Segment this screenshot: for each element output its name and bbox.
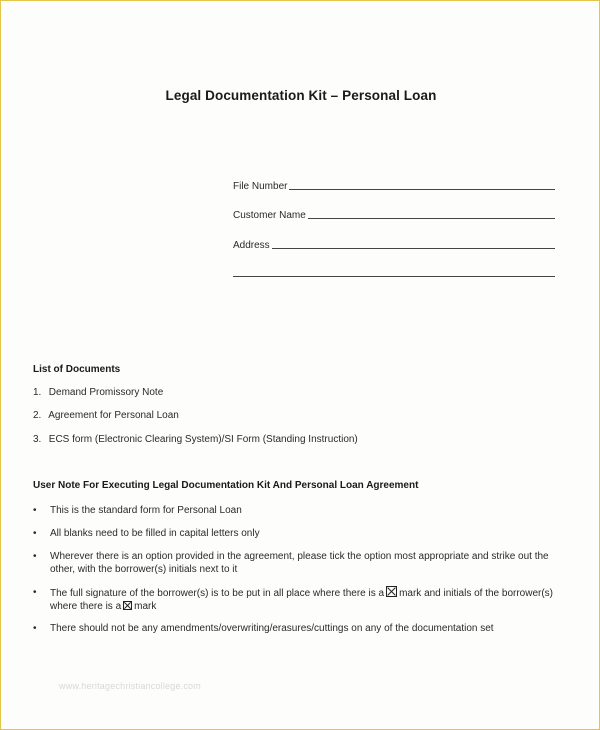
customer-name-field[interactable] (233, 210, 555, 221)
note-text-part: The full signature of the borrower(s) is to be put in all place where there is a (50, 588, 385, 599)
note-text: There should not be any amendments/overwriting/erasures/cuttings on any of the documentation set (50, 623, 494, 634)
address-line (272, 240, 555, 249)
document-item (33, 387, 163, 398)
note-item (33, 527, 568, 540)
address-field[interactable] (233, 240, 555, 251)
address-line-2[interactable] (233, 276, 555, 277)
note-text: All blanks need to be filled in capital letters only (50, 528, 260, 539)
file-number-line (289, 181, 555, 190)
note-text (50, 586, 568, 613)
crossed-box-icon (386, 586, 397, 597)
document-item-number: 3. (33, 434, 42, 445)
note-item (33, 550, 568, 576)
watermark-text: www.heritagechristiancollege.com (59, 681, 201, 691)
file-number-label: File Number (233, 181, 288, 192)
document-item-text: Agreement for Personal Loan (48, 410, 179, 421)
note-item (33, 586, 568, 613)
bullet-icon: • (33, 587, 37, 598)
list-of-documents-heading: List of Documents (33, 364, 121, 375)
note-text: This is the standard form for Personal Loan (50, 505, 242, 516)
document-item-number: 1. (33, 387, 42, 398)
customer-name-line (308, 210, 555, 219)
file-number-field[interactable] (233, 181, 555, 192)
bullet-icon: • (33, 551, 37, 562)
note-text: Wherever there is an option provided in the agreement, please tick the option most appropriate and strike out the other, with the borrower(s) initials next to it (50, 551, 549, 575)
bullet-icon: • (33, 528, 37, 539)
customer-name-label: Customer Name (233, 210, 306, 221)
note-item (33, 504, 568, 517)
page-title: Legal Documentation Kit – Personal Loan (165, 88, 437, 103)
bullet-icon: • (33, 505, 37, 516)
note-text-part: mark and initials of the borrower(s) where there is a (50, 588, 554, 612)
note-text-part: mark (134, 601, 157, 612)
document-item (33, 434, 358, 445)
bullet-icon: • (33, 623, 37, 634)
document-item-text: ECS form (Electronic Clearing System)/SI Form (Standing Instruction) (48, 434, 358, 445)
address-label: Address (233, 240, 270, 251)
note-item (33, 622, 568, 635)
document-item-text: Demand Promissory Note (48, 387, 164, 398)
document-item (33, 410, 179, 421)
user-note-heading: User Note For Executing Legal Documentation Kit And Personal Loan Agreement (33, 480, 419, 491)
document-item-number: 2. (33, 410, 42, 421)
crossed-box-icon (123, 601, 132, 610)
